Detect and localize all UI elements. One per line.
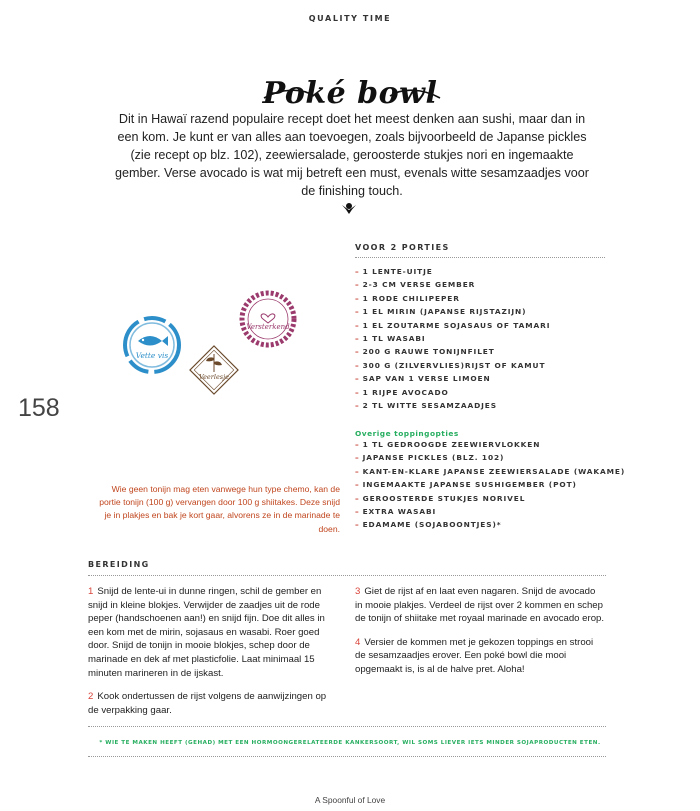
list-item: – EXTRA WASABI bbox=[355, 506, 437, 516]
list-item: – 1 EL ZOUTARME SOJASAUS OF TAMARI bbox=[355, 320, 551, 330]
section-header: QUALITY TIME bbox=[308, 14, 392, 23]
list-item: – INGEMAAKTE JAPANSE SUSHIGEMBER (POT) bbox=[355, 480, 577, 490]
preparation-column-right bbox=[355, 585, 605, 687]
ingredients-heading: VOOR 2 PORTIES bbox=[355, 243, 450, 252]
leaf-badge-icon bbox=[184, 340, 244, 400]
list-item: – KANT-EN-KLARE JAPANSE ZEEWIERSALADE (WAKAME) bbox=[355, 466, 626, 476]
substitution-note: Wie geen tonijn mag eten vanwege hun type chemo, kan de portie tonijn (100 g) vervangen door 100 g shiitakes. Deze snijd je in plakjes en bak je kort gaar, alvorens ze in de marinade te doen. bbox=[99, 484, 340, 534]
list-item: – 2 TL WITTE SESAMZAADJES bbox=[355, 400, 497, 410]
badge-vegetarian bbox=[184, 340, 244, 400]
list-item: – 1 RODE CHILIPEPER bbox=[355, 293, 460, 303]
footnote: * WIE TE MAKEN HEEFT (GEHAD) MET EEN HORMOONGERELATEERDE KANKERSOORT, WIL SOMS LIEVER IETS MINDER SOJAPRODUCTEN ETEN. bbox=[99, 740, 601, 746]
badge-fish bbox=[120, 313, 184, 377]
page-number: 158 bbox=[18, 394, 60, 422]
recipe-intro: Dit in Hawaï razend populaire recept doet het meest denken aan sushi, maar dan in een kom. Je kunt er van alles aan toevoegen, zoals bijvoorbeeld de Japanse pickles (zie recept op blz. 102), zeewiersalade, geroosterde stukjes nori en ingemaakte gember. Verse avocado is wat mij betreft een must, evenals witte sesamzaadjes voor de finishing touch. bbox=[115, 112, 589, 198]
list-item: – 2-3 CM VERSE GEMBER bbox=[355, 280, 476, 290]
preparation-heading: BEREIDING bbox=[88, 560, 150, 569]
divider bbox=[88, 575, 606, 576]
divider bbox=[88, 726, 606, 727]
list-item: – 1 EL MIRIN (JAPANSE RIJSTAZIJN) bbox=[355, 307, 527, 317]
toppings-list bbox=[355, 438, 625, 532]
toppings-heading: Overige toppingopties bbox=[355, 429, 459, 438]
recipe-title: Poké bowl bbox=[262, 76, 438, 111]
prep-step: 2 Kook ondertussen de rijst volgens de aanwijzingen op de verpakking gaar. bbox=[88, 691, 327, 716]
heart-wreath-icon bbox=[236, 287, 300, 351]
list-item: – GEROOSTERDE STUKJES NORIVEL bbox=[355, 493, 526, 503]
divider bbox=[88, 756, 606, 757]
prep-step: 4 Versier de kommen met je gekozen toppings en strooi de sesamzaadjes erover. Een poké bowl die mooi opgemaakt is, is al de halve pret. Aloha! bbox=[355, 636, 594, 675]
ingredient-list bbox=[355, 265, 550, 412]
badge-vegetarian-label: Veerlesje bbox=[198, 373, 230, 381]
preparation-column-left bbox=[88, 585, 338, 727]
list-item: – 1 LENTE-UITJE bbox=[355, 267, 433, 276]
list-item: – 1 RIJPE AVOCADO bbox=[355, 387, 449, 397]
list-item: – 1 TL GEDROOGDE ZEEWIERVLOKKEN bbox=[355, 440, 541, 449]
list-item: – JAPANSE PICKLES (BLZ. 102) bbox=[355, 453, 505, 463]
badge-strengthening bbox=[236, 287, 300, 351]
list-item: – 300 G (ZILVERVLIES)RIJST OF KAMUT bbox=[355, 360, 546, 370]
ornament-icon bbox=[341, 203, 357, 215]
list-item: – 1 TL WASABI bbox=[355, 333, 426, 343]
badge-strengthening-label: Versterkend bbox=[246, 323, 290, 331]
book-title-footer: A Spoonful of Love bbox=[314, 795, 386, 805]
list-item: – 200 G RAUWE TONIJNFILET bbox=[355, 347, 495, 357]
list-item: – EDAMAME (SOJABOONTJES)* bbox=[355, 520, 502, 530]
fish-badge-icon bbox=[120, 313, 184, 377]
list-item: – SAP VAN 1 VERSE LIMOEN bbox=[355, 374, 491, 384]
divider bbox=[355, 257, 605, 258]
prep-step: 3 Giet de rijst af en laat even nagaren. Snijd de avocado in mooie plakjes. Verdeel de rijst over 2 kommen en schep de tonijn of shiitake met royaal marinade en avocado erop. bbox=[355, 586, 605, 625]
prep-step: 1 Snijd de lente-ui in dunne ringen, schil de gember en snijd in kleine blokjes. Verwijder de zaadjes uit de rode peper (handschoenen aan!) en snijd fijn. Doe dit alles in een kom met de mirin, sojasaus en wasabi. Roer goed door. Snijd de tonijn in mooie blokjes, schep door de marinade en dek af met plasticfolie. Laat minimaal 15 minuten marineren in de ijskast. bbox=[88, 586, 325, 679]
badge-fish-label: Vette vis bbox=[135, 351, 169, 360]
